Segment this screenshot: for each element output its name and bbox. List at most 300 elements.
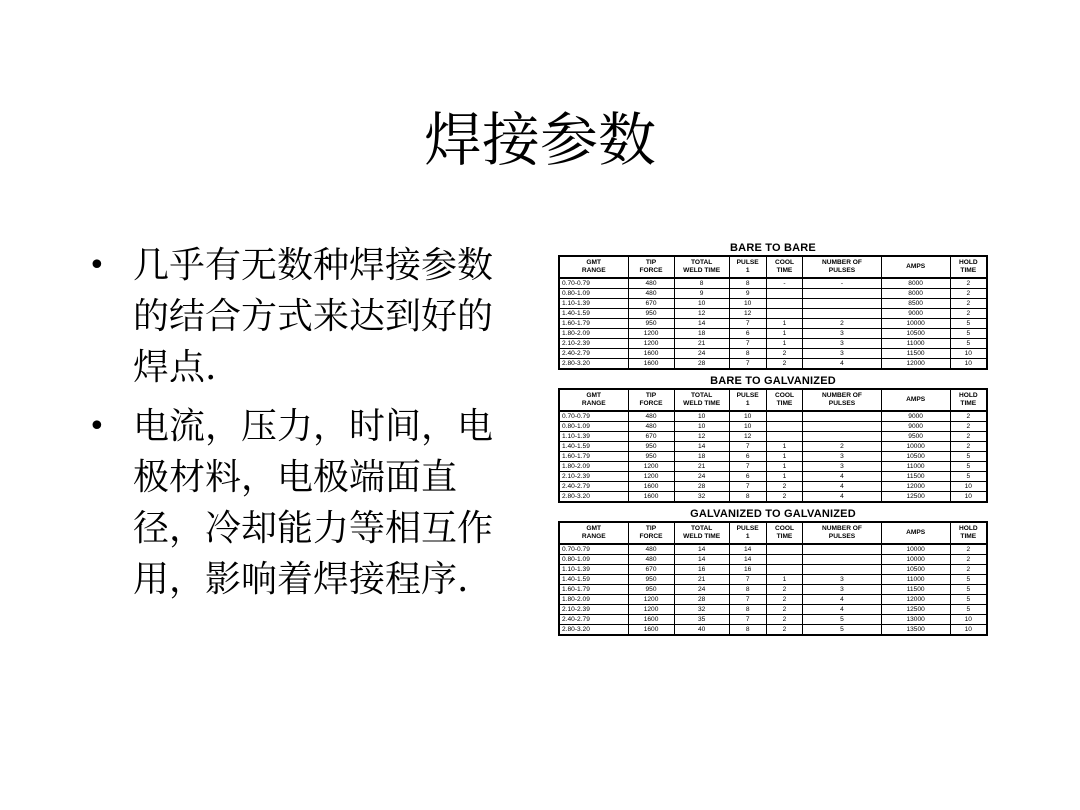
table-cell: 2	[766, 625, 803, 636]
table-cell: 7	[729, 442, 766, 452]
table-cell: 6	[729, 329, 766, 339]
table-cell: 21	[674, 462, 729, 472]
table-cell: 5	[950, 585, 987, 595]
table-cell	[803, 432, 881, 442]
table-cell: 4	[803, 605, 881, 615]
table-cell: 9	[729, 289, 766, 299]
table-header-row	[559, 256, 987, 278]
table-cell: 32	[674, 492, 729, 503]
table-cell: 2	[950, 411, 987, 422]
table-row	[559, 585, 987, 595]
table-cell: 14	[674, 555, 729, 565]
table-title: BARE TO BARE	[730, 242, 816, 254]
table-cell: 1	[766, 452, 803, 462]
table-cell: 14	[674, 319, 729, 329]
table-cell: 950	[628, 319, 674, 329]
table-cell: 24	[674, 472, 729, 482]
column-header-line: HOLD	[958, 259, 978, 266]
weld-parameter-table	[558, 521, 988, 636]
table-cell: 10	[674, 422, 729, 432]
column-header	[729, 522, 766, 544]
table-cell: 2.80-3.20	[559, 625, 628, 636]
table-cell: 2	[803, 442, 881, 452]
table-cell: 35	[674, 615, 729, 625]
column-header-line: PULSE	[736, 259, 759, 266]
table-cell: 14	[674, 442, 729, 452]
table-cell: 1.80-2.09	[559, 595, 628, 605]
table-row	[559, 319, 987, 329]
table-cell: 1.40-1.59	[559, 442, 628, 452]
table-cell: 12000	[881, 359, 950, 370]
table-cell	[803, 411, 881, 422]
table-cell: 8500	[881, 299, 950, 309]
table-cell: 2	[766, 595, 803, 605]
table-cell: 1	[766, 575, 803, 585]
table-cell: 1.60-1.79	[559, 452, 628, 462]
table-cell	[803, 544, 881, 555]
table-cell: 10	[674, 411, 729, 422]
table-cell	[766, 432, 803, 442]
bullet-text: 几乎有无数种焊接参数的结合方式来达到好的焊点.	[133, 245, 494, 388]
table-title: GALVANIZED TO GALVANIZED	[690, 508, 856, 520]
table-cell: 10	[729, 299, 766, 309]
column-header	[950, 522, 987, 544]
table-cell: 16	[674, 565, 729, 575]
column-header-line: NUMBER OF	[822, 392, 862, 399]
column-header-line: TIP	[645, 392, 657, 399]
table-cell: 1	[766, 442, 803, 452]
table-cell: 670	[628, 432, 674, 442]
table-cell: 10	[950, 625, 987, 636]
column-header-line: COOL	[774, 392, 794, 399]
column-header-line: FORCE	[639, 267, 663, 274]
column-header-line: WELD TIME	[683, 267, 721, 274]
table-cell: 1200	[628, 462, 674, 472]
table-cell	[803, 555, 881, 565]
table-cell: 1.80-2.09	[559, 329, 628, 339]
table-cell: 2.40-2.79	[559, 482, 628, 492]
table-cell	[766, 309, 803, 319]
column-header-line: 1	[745, 400, 750, 407]
table-cell: 950	[628, 575, 674, 585]
table-cell: 7	[729, 319, 766, 329]
bullet-list	[88, 240, 518, 613]
column-header-line: COOL	[774, 259, 794, 266]
table-cell: 670	[628, 299, 674, 309]
column-header	[803, 389, 881, 411]
table-cell: 3	[803, 585, 881, 595]
table-row	[559, 339, 987, 349]
table-cell: 5	[950, 452, 987, 462]
table-row	[559, 309, 987, 319]
table-cell: 2	[766, 605, 803, 615]
table-cell: 2	[950, 289, 987, 299]
column-header	[628, 389, 674, 411]
table-cell: 480	[628, 422, 674, 432]
table-cell: 1200	[628, 595, 674, 605]
table-cell: 28	[674, 595, 729, 605]
table-cell: 32	[674, 605, 729, 615]
table-cell: 0.80-1.09	[559, 555, 628, 565]
table-cell: -	[803, 278, 881, 289]
table-cell	[766, 411, 803, 422]
table-cell: 1	[766, 462, 803, 472]
table-cell: 16	[729, 565, 766, 575]
table-cell: 0.80-1.09	[559, 289, 628, 299]
table-cell: 480	[628, 544, 674, 555]
table-cell: 13000	[881, 615, 950, 625]
table-cell: 4	[803, 359, 881, 370]
column-header-line: FORCE	[639, 400, 663, 407]
table-cell: 2	[950, 299, 987, 309]
table-cell: 2.10-2.39	[559, 472, 628, 482]
table-cell	[803, 289, 881, 299]
table-cell: 2.10-2.39	[559, 605, 628, 615]
table-cell: 1200	[628, 605, 674, 615]
table-cell: 8	[674, 278, 729, 289]
table-row	[559, 492, 987, 503]
table-cell: 2	[766, 492, 803, 503]
column-header-line: RANGE	[581, 533, 606, 540]
table-cell: 5	[803, 615, 881, 625]
column-header	[674, 389, 729, 411]
bullet-item	[88, 240, 518, 393]
table-cell: 12000	[881, 482, 950, 492]
table-cell: 12500	[881, 605, 950, 615]
table-cell: 10500	[881, 565, 950, 575]
column-header-line: TIME	[776, 400, 793, 407]
column-header-line: WELD TIME	[683, 400, 721, 407]
table-cell: 1.10-1.39	[559, 565, 628, 575]
table-cell: 3	[803, 349, 881, 359]
table-cell: 4	[803, 472, 881, 482]
table-cell: 1.40-1.59	[559, 309, 628, 319]
table-row	[559, 544, 987, 555]
column-header-line: FORCE	[639, 533, 663, 540]
column-header-line: PULSES	[828, 400, 856, 407]
column-header	[803, 256, 881, 278]
table-cell: 12000	[881, 595, 950, 605]
table-cell: 10500	[881, 329, 950, 339]
table-cell: 8000	[881, 278, 950, 289]
table-cell: 1200	[628, 329, 674, 339]
table-row	[559, 349, 987, 359]
table-cell: 1200	[628, 339, 674, 349]
table-cell: 21	[674, 339, 729, 349]
column-header-line: PULSES	[828, 267, 856, 274]
table-cell: 10	[674, 299, 729, 309]
column-header-line: TIME	[960, 267, 977, 274]
table-cell: 28	[674, 482, 729, 492]
table-cell: 950	[628, 452, 674, 462]
column-header-line: AMPS	[906, 263, 926, 270]
column-header	[881, 389, 950, 411]
table-cell: 8	[729, 625, 766, 636]
table-cell: 6	[729, 452, 766, 462]
column-header	[950, 256, 987, 278]
table-cell	[766, 555, 803, 565]
table-cell: 10000	[881, 442, 950, 452]
table-cell: 2.10-2.39	[559, 339, 628, 349]
column-header-line: 1	[745, 267, 750, 274]
table-cell	[766, 422, 803, 432]
table-cell: 2.80-3.20	[559, 492, 628, 503]
table-cell: 12	[674, 432, 729, 442]
table-cell: 3	[803, 339, 881, 349]
table-cell: 10	[729, 422, 766, 432]
table-cell: 11000	[881, 339, 950, 349]
table-cell: 1600	[628, 625, 674, 636]
column-header-line: AMPS	[906, 396, 926, 403]
table-cell: 11500	[881, 585, 950, 595]
table-cell: 10	[950, 359, 987, 370]
table-cell: 28	[674, 359, 729, 370]
table-cell: 40	[674, 625, 729, 636]
table-cell: -	[766, 278, 803, 289]
table-cell: 670	[628, 565, 674, 575]
table-cell	[803, 309, 881, 319]
table-cell	[766, 565, 803, 575]
table-cell: 9500	[881, 432, 950, 442]
table-cell: 10	[950, 492, 987, 503]
column-header	[766, 522, 803, 544]
table-cell: 480	[628, 278, 674, 289]
weld-parameter-tables	[558, 241, 988, 640]
table-cell: 1600	[628, 492, 674, 503]
table-cell: 4	[803, 492, 881, 503]
table-row	[559, 555, 987, 565]
table-cell: 0.70-0.79	[559, 278, 628, 289]
table-row	[559, 329, 987, 339]
column-header	[729, 256, 766, 278]
table-row	[559, 359, 987, 370]
column-header	[766, 256, 803, 278]
table-header-row	[559, 389, 987, 411]
table-cell: 5	[950, 472, 987, 482]
table-cell: 5	[950, 595, 987, 605]
table-row	[559, 432, 987, 442]
table-cell: 10000	[881, 555, 950, 565]
column-header-line: PULSE	[736, 392, 759, 399]
column-header	[729, 389, 766, 411]
table-cell: 10000	[881, 319, 950, 329]
column-header	[559, 522, 628, 544]
table-cell: 1600	[628, 359, 674, 370]
table-cell	[766, 299, 803, 309]
table-cell: 2	[766, 349, 803, 359]
column-header-line: TOTAL	[690, 259, 713, 266]
table-cell: 1.60-1.79	[559, 319, 628, 329]
column-header-line: TIME	[776, 267, 793, 274]
table-cell: 1.80-2.09	[559, 462, 628, 472]
column-header	[674, 522, 729, 544]
table-cell: 3	[803, 452, 881, 462]
table-row	[559, 462, 987, 472]
table-cell: 9000	[881, 411, 950, 422]
table-row	[559, 605, 987, 615]
weld-parameter-table	[558, 255, 988, 370]
table-row	[559, 575, 987, 585]
table-cell: 1	[766, 319, 803, 329]
column-header	[628, 522, 674, 544]
table-cell	[803, 422, 881, 432]
table-cell: 5	[950, 605, 987, 615]
table-row	[559, 442, 987, 452]
table-cell: 14	[729, 555, 766, 565]
table-cell: 11500	[881, 472, 950, 482]
table-cell: 1.60-1.79	[559, 585, 628, 595]
table-cell: 2	[950, 555, 987, 565]
table-cell: 7	[729, 575, 766, 585]
table-cell: 7	[729, 595, 766, 605]
column-header	[674, 256, 729, 278]
column-header-line: RANGE	[581, 267, 606, 274]
table-cell: 1200	[628, 472, 674, 482]
table-cell: 950	[628, 309, 674, 319]
table-cell: 0.80-1.09	[559, 422, 628, 432]
table-cell: 2	[950, 278, 987, 289]
table-cell: 14	[729, 544, 766, 555]
column-header-line: GMT	[586, 525, 602, 532]
table-cell: 1	[766, 329, 803, 339]
table-cell: 2	[950, 544, 987, 555]
table-row	[559, 595, 987, 605]
table-row	[559, 278, 987, 289]
column-header-line: COOL	[774, 525, 794, 532]
table-cell: 13500	[881, 625, 950, 636]
table-cell: 7	[729, 359, 766, 370]
table-cell: 5	[803, 625, 881, 636]
column-header	[881, 522, 950, 544]
table-cell: 5	[950, 329, 987, 339]
table-cell: 2	[950, 432, 987, 442]
table-cell: 5	[950, 339, 987, 349]
table-cell: 2	[950, 565, 987, 575]
column-header	[803, 522, 881, 544]
column-header-line: NUMBER OF	[822, 525, 862, 532]
table-cell: 7	[729, 615, 766, 625]
table-cell: 480	[628, 289, 674, 299]
table-cell: 0.70-0.79	[559, 411, 628, 422]
table-cell: 7	[729, 339, 766, 349]
column-header-line: HOLD	[958, 525, 978, 532]
column-header-line: PULSE	[736, 525, 759, 532]
table-cell: 2	[950, 422, 987, 432]
table-cell: 11000	[881, 575, 950, 585]
table-cell: 8000	[881, 289, 950, 299]
table-cell: 11000	[881, 462, 950, 472]
table-cell: 2.80-3.20	[559, 359, 628, 370]
table-title: BARE TO GALVANIZED	[710, 375, 836, 387]
table-cell: 2	[803, 319, 881, 329]
table-row	[559, 472, 987, 482]
table-cell: 7	[729, 462, 766, 472]
table-cell: 12	[729, 432, 766, 442]
table-cell: 3	[803, 462, 881, 472]
bullet-marker: •	[88, 248, 106, 283]
table-cell: 14	[674, 544, 729, 555]
table-cell: 8	[729, 278, 766, 289]
table-cell: 1600	[628, 615, 674, 625]
table-cell: 18	[674, 452, 729, 462]
table-cell: 12	[729, 309, 766, 319]
table-cell: 10500	[881, 452, 950, 462]
table-header-row	[559, 522, 987, 544]
table-cell: 9000	[881, 309, 950, 319]
column-header-line: TIME	[960, 533, 977, 540]
column-header	[628, 256, 674, 278]
table-cell: 2	[766, 585, 803, 595]
table-cell: 7	[729, 482, 766, 492]
table-cell: 12	[674, 309, 729, 319]
table-cell: 1.40-1.59	[559, 575, 628, 585]
column-header-line: RANGE	[581, 400, 606, 407]
column-header	[950, 389, 987, 411]
table-cell: 2	[766, 482, 803, 492]
table-cell: 1.10-1.39	[559, 299, 628, 309]
table-cell: 24	[674, 585, 729, 595]
table-cell: 3	[803, 575, 881, 585]
table-cell: 480	[628, 555, 674, 565]
column-header-line: TOTAL	[690, 392, 713, 399]
table-row	[559, 615, 987, 625]
column-header-line: AMPS	[906, 529, 926, 536]
column-header	[766, 389, 803, 411]
column-header-line: GMT	[586, 392, 602, 399]
table-cell: 5	[950, 462, 987, 472]
column-header	[881, 256, 950, 278]
table-row	[559, 299, 987, 309]
table-cell: 2.40-2.79	[559, 615, 628, 625]
column-header-line: WELD TIME	[683, 533, 721, 540]
table-cell: 8	[729, 349, 766, 359]
bullet-text: 电流，压力，时间，电极材料，电极端面直径，冷却能力等相互作用，影响着焊接程序.	[133, 406, 494, 600]
column-header	[559, 389, 628, 411]
table-cell: 1600	[628, 349, 674, 359]
table-cell: 24	[674, 349, 729, 359]
column-header-line: HOLD	[958, 392, 978, 399]
table-cell: 21	[674, 575, 729, 585]
table-cell: 8	[729, 585, 766, 595]
table-cell: 18	[674, 329, 729, 339]
table-cell: 6	[729, 472, 766, 482]
column-header-line: TOTAL	[690, 525, 713, 532]
table-cell: 11500	[881, 349, 950, 359]
table-cell: 480	[628, 411, 674, 422]
table-cell: 12500	[881, 492, 950, 503]
table-cell: 8	[729, 492, 766, 503]
table-cell: 3	[803, 329, 881, 339]
table-cell: 10	[950, 482, 987, 492]
column-header-line: NUMBER OF	[822, 259, 862, 266]
table-cell: 4	[803, 595, 881, 605]
table-cell: 5	[950, 575, 987, 585]
table-cell: 9	[674, 289, 729, 299]
table-row	[559, 452, 987, 462]
table-cell: 2	[950, 442, 987, 452]
column-header-line: PULSES	[828, 533, 856, 540]
slide-title: 焊接参数	[423, 106, 656, 174]
table-cell: 0.70-0.79	[559, 544, 628, 555]
table-row	[559, 565, 987, 575]
table-cell: 950	[628, 585, 674, 595]
weld-parameter-table	[558, 388, 988, 503]
column-header-line: 1	[745, 533, 750, 540]
table-cell: 10	[950, 615, 987, 625]
table-cell: 1600	[628, 482, 674, 492]
table-row	[559, 625, 987, 636]
column-header-line: TIP	[645, 525, 657, 532]
